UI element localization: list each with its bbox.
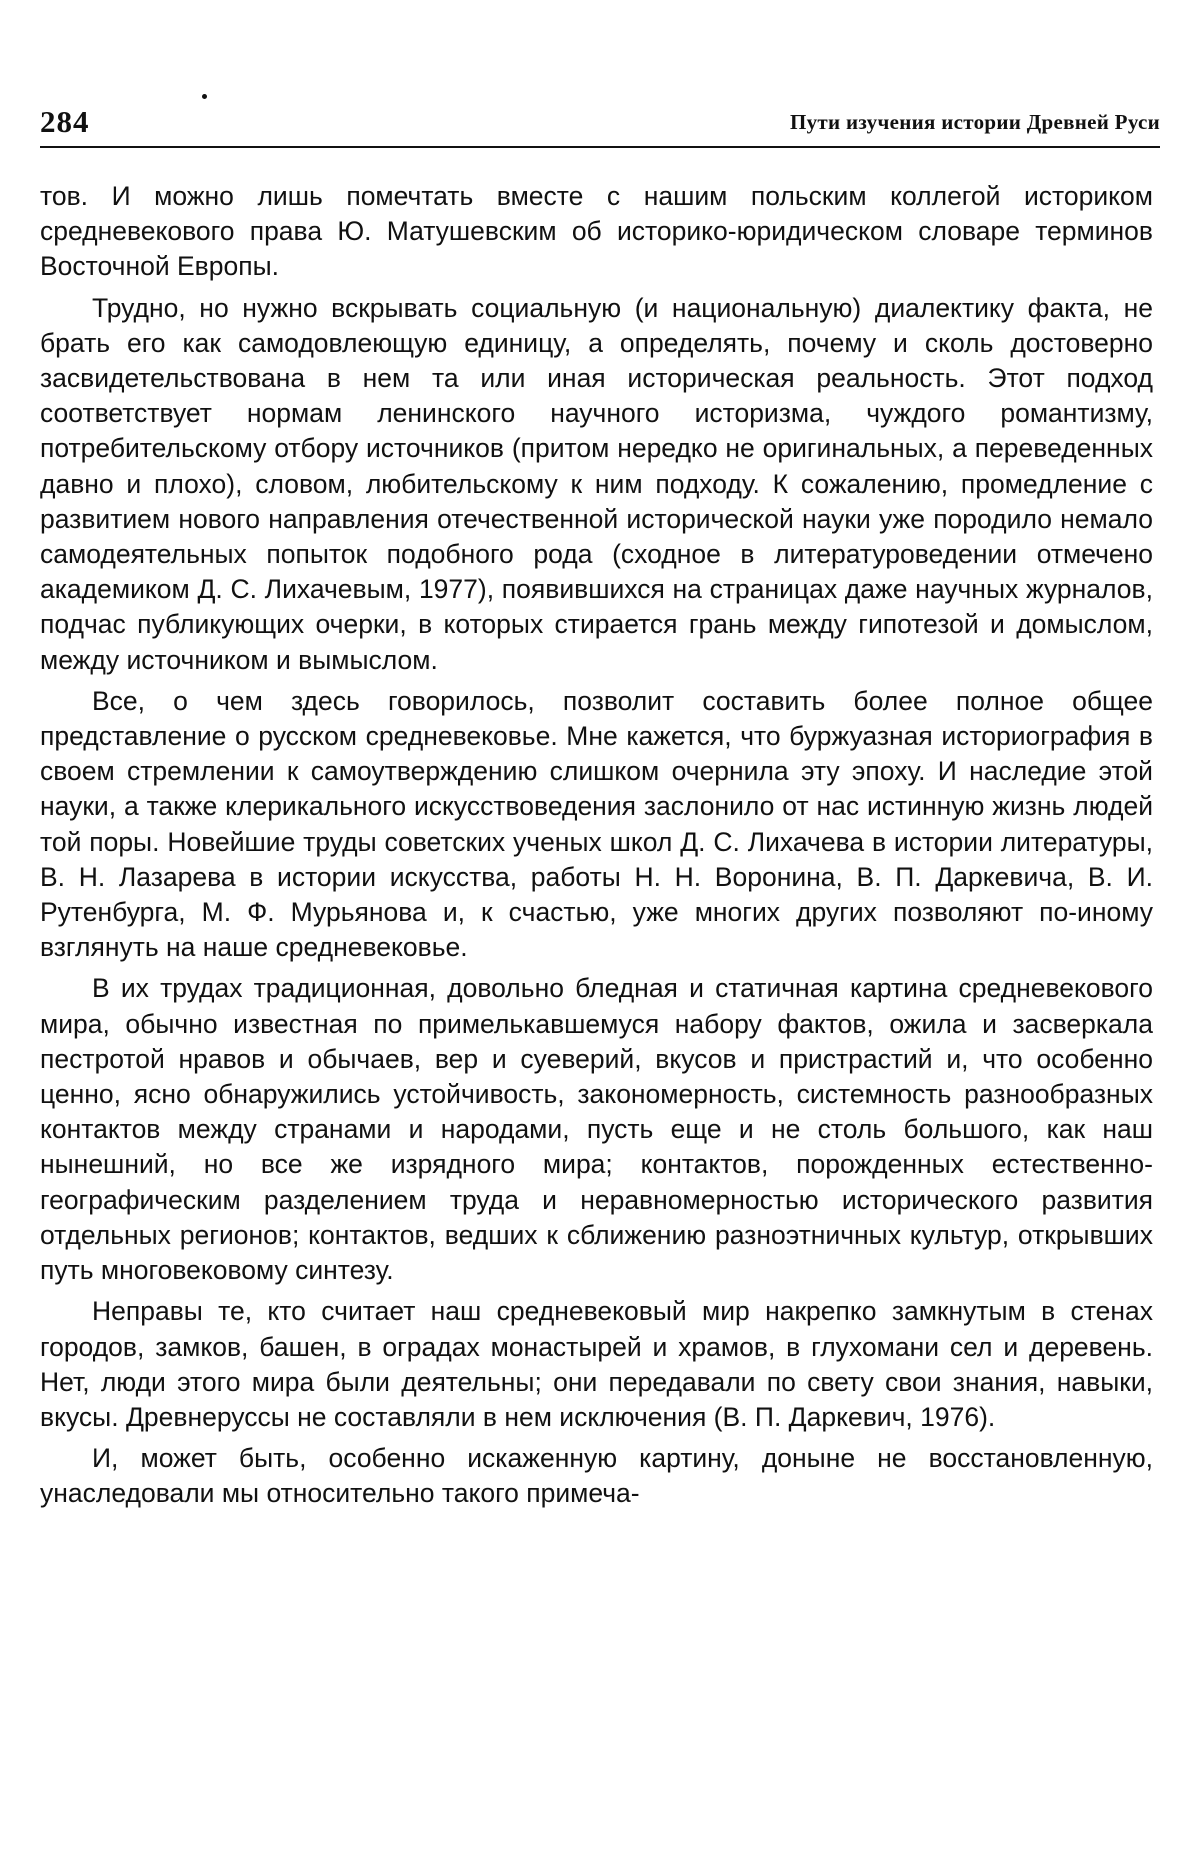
running-title: Пути изучения истории Древней Руси (789, 110, 1160, 134)
body-text (40, 179, 1153, 1518)
paragraph: Трудно, но нужно вскрывать социальную (и национальную) диалектику факта, не брать его как самодовлеющую единицу, а определять, почему и сколь достоверно засвидетельствована в нем та или иная историческая реальность. Этот подход соответствует нормам ленинского научного историзма, чуждого романтизму, потребительскому отбору источников (притом нередко не оригинальных, а переведенных давно и плохо), словом, любительскому к ним подходу. К сожалению, промедление с развитием нового направления отечественной исторической науки уже породило немало самодеятельных попыток подобного рода (сходное в литературоведении отмечено академиком Д. С. Лихачевым, 1977), появившихся на страницах даже научных журналов, подчас публикующих очерки, в которых стирается грань между гипотезой и домыслом, между источником и вымыслом. (40, 292, 1153, 675)
paragraph: В их трудах традиционная, довольно бледная и статичная картина средневекового мира, обычно известная по примелькавшемуся набору фактов, ожила и засверкала пестротой нравов и обычаев, вер и суеверий, вкусов и пристрастий и, что особенно ценно, ясно обнаружились устойчивость, закономерность, системность разнообразных контактов между странами и народами, пусть еще и не столь большого, как наш нынешний, но все же изрядного мира; контактов, порожденных естественно-географическим разделением труда и неравномерностью исторического развития отдельных регионов; контактов, ведших к сближению разноэтничных культур, открывших путь многовековому синтезу. (40, 973, 1153, 1286)
paragraph: Неправы те, кто считает наш средневековый мир накрепко замкнутым в стенах городов, замков, башен, в оградах монастырей и храмов, в глухомани сел и деревень. Нет, люди этого мира были деятельны; они передавали по свету свои знания, навыки, вкусы. Древнеруссы не составляли в нем исключения (В. П. Даркевич, 1976). (40, 1296, 1153, 1432)
paragraph-continued: тов. И можно лишь помечтать вместе с нашим польским коллегой историком средневекового права Ю. Матушевским об историко-юридическом словаре терминов Восточной Европы. (40, 181, 1153, 282)
page-number: 284 (40, 104, 90, 139)
print-dot-mark (202, 94, 207, 99)
running-head (40, 98, 1160, 148)
paragraph: И, может быть, особенно искаженную картину, доныне не восстановленную, унаследовали мы относительно такого примеча- (40, 1443, 1153, 1509)
paragraph: Все, о чем здесь говорилось, позволит составить более полное общее представление о русском средневековье. Мне кажется, что буржуазная историография в своем стремлении к самоутверждению слишком очернила эту эпоху. И наследие этой науки, а также клерикального искусствоведения заслонило от нас истинную жизнь людей той поры. Новейшие труды советских ученых школ Д. С. Лихачева в истории литературы, В. Н. Лазарева в истории искусства, работы Н. Н. Воронина, В. П. Даркевича, В. И. Рутенбурга, М. Ф. Мурьянова и, к счастью, уже многих других позволяют по-иному взглянуть на наше средневековье. (40, 685, 1153, 963)
